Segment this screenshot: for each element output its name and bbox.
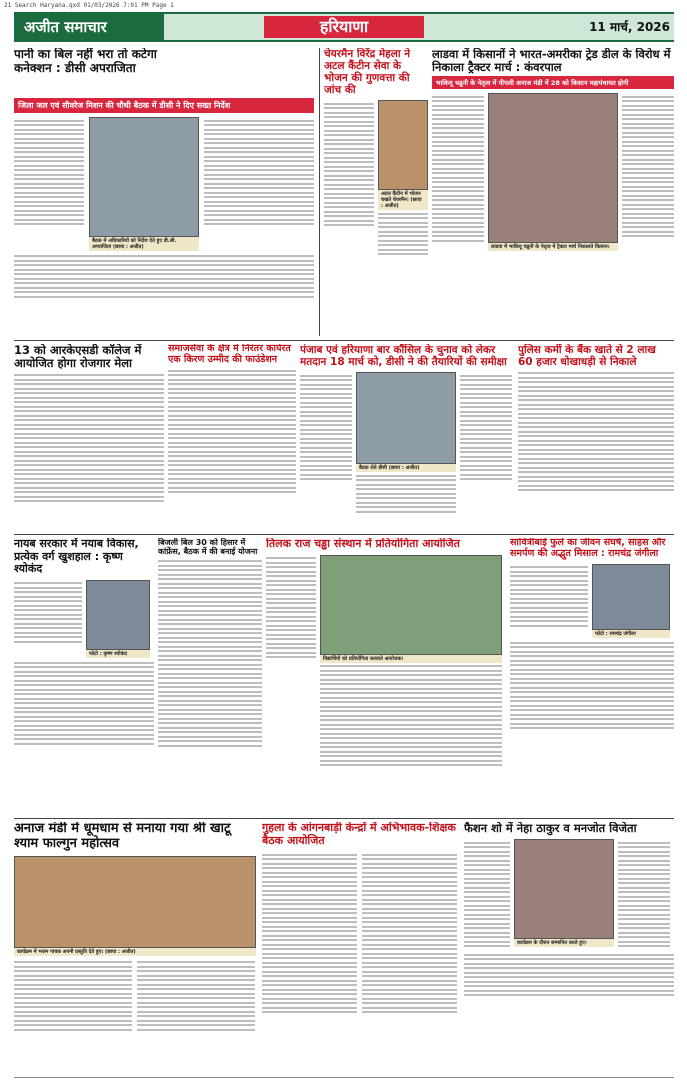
article-bar-council-election	[300, 344, 514, 530]
photo-caption: अटल कैंटीन में भोजन चखते चेयरमैन। (छाया : अजीत)	[378, 190, 428, 210]
body-text	[300, 372, 352, 515]
print-slug: 21 Search Haryana.qxd 01/03/2026 7:01 PM Page 1	[4, 2, 174, 9]
photo-caption: कार्यक्रम के दौरान सम्मानित करते हुए।	[514, 939, 614, 947]
headline: सावित्रीबाई फुले का जीवन संघर्ष, साहस और समर्पण की अद्भुत मिसाल : रामचंद्र जंगीला	[510, 538, 666, 559]
body-text	[362, 851, 457, 1016]
body-text	[14, 117, 84, 251]
article-electricity-conference	[158, 538, 262, 814]
photo-caption: कार्यक्रम में भजन गायक अपनी प्रस्तुति देते हुए। (छाया : अजीत)	[14, 948, 256, 956]
headline: लाडवा में किसानों ने भारत-अमरीका ट्रेड डील के विरोध में निकाला ट्रैक्टर मार्च : कंवरपाल	[432, 48, 671, 75]
article-tilak-raj-competition	[266, 538, 506, 814]
article-khatu-shyam-festival	[14, 822, 256, 1076]
news-photo	[14, 856, 256, 948]
article-fashion-show	[464, 822, 674, 1076]
body-text	[460, 372, 512, 515]
portrait-photo	[592, 564, 670, 630]
issue-date: 11 मार्च, 2026	[589, 20, 670, 34]
article-kiran-foundation	[168, 344, 296, 530]
headline: गुहला के आंगनबाड़ी केन्द्रों में अभिभावक-शिक्षक बैठक आयोजित	[262, 822, 456, 847]
body-text	[158, 560, 262, 747]
body-text	[324, 100, 374, 258]
body-text	[14, 255, 314, 298]
body-text	[14, 662, 154, 745]
body-text	[378, 213, 428, 256]
body-text	[204, 117, 314, 251]
article-atal-canteen	[324, 48, 428, 336]
news-photo	[320, 555, 502, 655]
body-text	[168, 370, 296, 494]
headline: फैशन शो में नेहा ठाकुर व मनजोत विजेता	[464, 822, 637, 835]
article-ladwa-tractor-march	[432, 48, 674, 338]
headline: बिजली बिल 30 को हिसार में कांफ्रेंस, बैठक में की बनाई योजना	[158, 538, 258, 557]
body-text	[14, 959, 132, 1034]
headline: 13 को आरकेएसडी कॉलेज में आयोजित होगा रोजगार मेला	[14, 344, 142, 371]
subheadline: भाकियू चढूनी के नेतृत्व में पीपली अनाज मंडी में 28 को किसान महापंचायत होगी	[432, 76, 674, 89]
headline: तिलक राज चड्ढा संस्थान में प्रतियोगिता आयोजित	[266, 538, 460, 550]
body-text	[464, 954, 674, 997]
news-photo	[89, 117, 199, 237]
body-text	[320, 665, 502, 766]
subheadline: जिला जल एवं सीवरेज मिशन की चौथी बैठक में डीसी ने दिए सख्त निर्देश	[14, 98, 314, 113]
photo-caption: विद्यार्थियों को प्रतियोगिता करवाते आयोजक।	[320, 655, 502, 663]
body-text	[356, 475, 456, 513]
headline: पंजाब एवं हरियाणा बार कौंसिल के चुनाव को लेकर मतदान 18 मार्च को, डीसी ने की तैयारियों की समीक्षा	[300, 344, 507, 369]
newspaper-name: अजीत समाचार	[14, 14, 164, 40]
headline: पुलिस कर्मी के बैंक खाते से 2 लाख 60 हजार धोखाधड़ी से निकाले	[518, 344, 656, 369]
article-guhla-anganwadi	[262, 822, 458, 1076]
body-text	[432, 93, 484, 251]
article-krishan-shyokand	[14, 538, 154, 814]
article-police-fraud	[518, 344, 674, 530]
headline: चेयरमैन विरेंद्र मेहला ने अटल कैंटीन सेवा के भोजन की गुणवत्ता की जांच की	[324, 48, 411, 97]
headline: पानी का बिल नहीं भरा तो कटेगा कनेक्शन : डीसी अपराजिता	[14, 48, 157, 75]
article-water-bill-body	[14, 96, 314, 334]
photo-caption: फोटो : कृष्ण श्योकंद	[86, 650, 150, 658]
portrait-photo	[86, 580, 150, 650]
body-text	[518, 372, 674, 491]
body-text	[510, 564, 588, 638]
section-title: हरियाणा	[264, 16, 424, 38]
news-photo	[356, 372, 456, 464]
article-rozgar-mela	[14, 344, 164, 530]
body-text	[266, 555, 316, 769]
body-text	[618, 839, 670, 950]
news-photo	[378, 100, 428, 190]
body-text	[262, 851, 357, 1016]
photo-caption: फोटो : रामचंद्र जंगीला	[592, 630, 670, 638]
article-savitribai-phule	[510, 538, 674, 814]
page-footer	[14, 1077, 674, 1085]
photo-caption: बैठक लेते डीसी (छाया : अजीत)	[356, 464, 456, 472]
body-text	[14, 374, 164, 502]
headline: अनाज मंडी में धूमधाम से मनाया गया श्री खाटू श्याम फाल्गुन महोत्सव	[14, 822, 231, 851]
body-text	[14, 580, 82, 658]
body-text	[510, 642, 674, 730]
body-text	[464, 839, 510, 950]
news-photo	[488, 93, 618, 243]
masthead	[14, 12, 674, 42]
headline: समाजसेवा के क्षेत्र में निरंतर कार्यरत एक किरण उम्मीद की फाउंडेशन	[168, 344, 291, 365]
headline: नायब सरकार में नयाब विकास, प्रत्येक वर्ग खुशहाल : कृष्ण श्योकंद	[14, 538, 139, 576]
body-text	[137, 959, 255, 1034]
photo-caption: बैठक में अधिकारियों को निर्देश देते हुए डी.सी. अपराजिता (छाया : अजीत)	[89, 237, 199, 251]
news-photo	[514, 839, 614, 939]
body-text	[622, 93, 674, 251]
photo-caption: लाडवा में भाकियू चढूनी के नेतृत्व में ट्रैक्टर मार्च निकालते किसान।	[488, 243, 618, 251]
